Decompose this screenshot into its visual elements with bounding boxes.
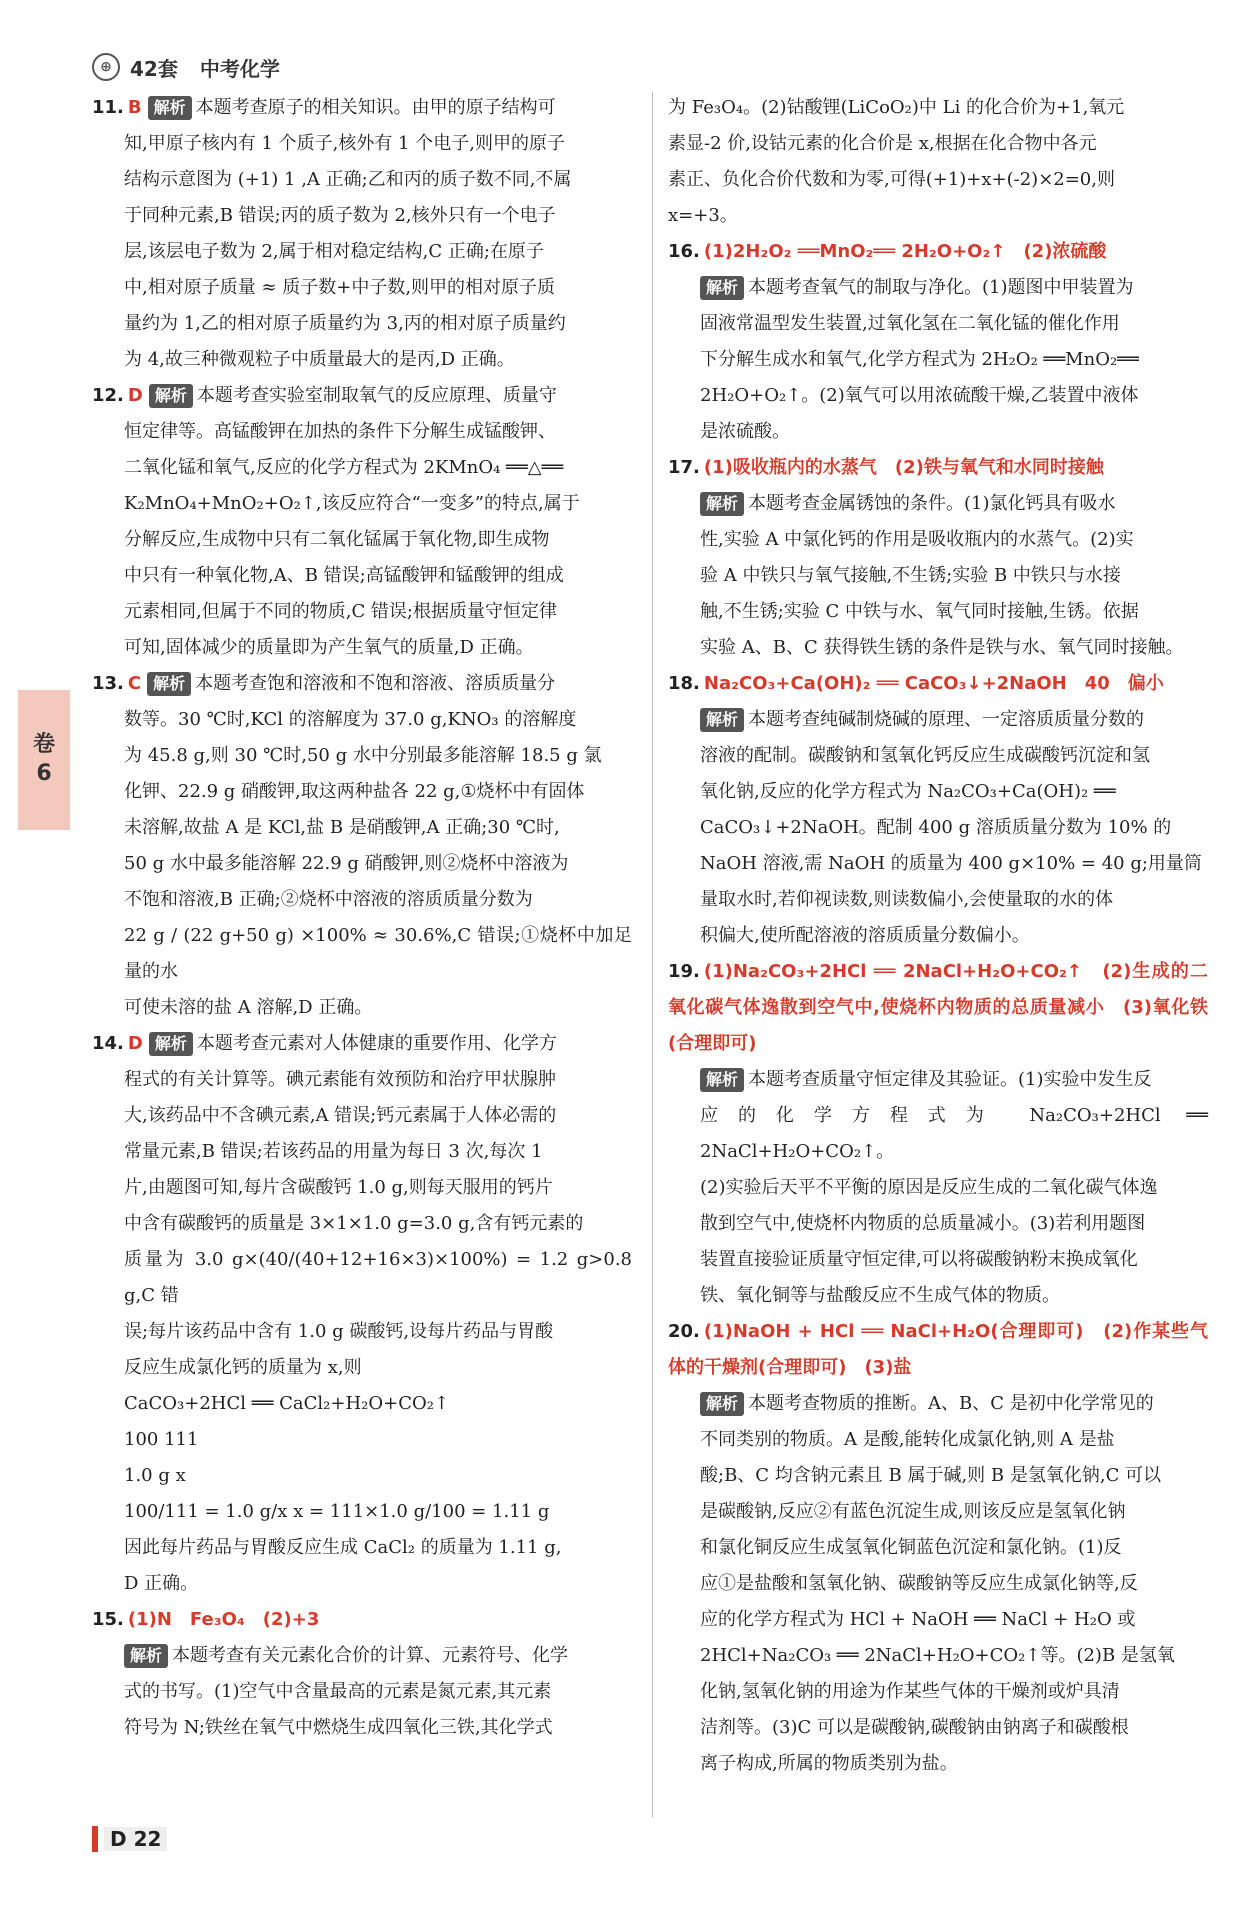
text-line	[92, 1170, 632, 1206]
text-line	[668, 198, 1208, 234]
text-line	[668, 414, 1208, 450]
line-text: 大,该药品中不含碘元素,A 错误;钙元素属于人体必需的	[124, 1105, 557, 1126]
text-line	[92, 1674, 632, 1710]
line-text: 100/111 = 1.0 g/x x = 111×1.0 g/100 = 1.11 g	[124, 1501, 550, 1522]
line-text: 本题考查元素对人体健康的重要作用、化学方	[196, 1033, 557, 1054]
question-number: 17.	[668, 457, 700, 478]
text-line	[92, 666, 632, 702]
page-header	[92, 52, 280, 82]
question-block	[92, 1026, 632, 1602]
line-text: NaOH 溶液,需 NaOH 的质量为 400 g×10% = 40 g;用量筒	[700, 853, 1202, 874]
text-line	[668, 1674, 1208, 1710]
line-text: x=+3。	[668, 205, 738, 226]
question-block	[92, 90, 632, 378]
line-text: 铁、氧化铜等与盐酸反应不生成气体的物质。	[700, 1285, 1060, 1306]
text-line	[668, 1098, 1208, 1170]
line-text: 量取水时,若仰视读数,则读数偏小,会使量取的水的体	[700, 889, 1114, 910]
text-line	[92, 702, 632, 738]
analysis-badge: 解析	[700, 1068, 744, 1092]
line-text: 本题考查有关元素化合价的计算、元素符号、化学	[172, 1645, 569, 1666]
text-line	[92, 594, 632, 630]
line-text: 结构示意图为 (+1) 1 ,A 正确;乙和丙的质子数不同,不属	[124, 169, 572, 190]
line-text: 中只有一种氧化物,A、B 错误;高锰酸钾和锰酸钾的组成	[124, 565, 564, 586]
line-text: 应的化学方程式为 HCl + NaOH ══ NaCl + H₂O 或	[700, 1609, 1136, 1630]
line-text: 应的化学方程式为 Na₂CO₃+2HCl ══ 2NaCl+H₂O+CO₂↑。	[700, 1105, 1208, 1162]
question-number: 13.	[92, 673, 124, 694]
line-text: 中含有碳酸钙的质量是 3×1×1.0 g=3.0 g,含有钙元素的	[124, 1213, 584, 1234]
line-text: 未溶解,故盐 A 是 KCl,盐 B 是硝酸钾,A 正确;30 ℃时,	[124, 817, 560, 838]
line-text: 本题考查饱和溶液和不饱和溶液、溶质质量分	[195, 673, 556, 694]
text-line	[668, 234, 1208, 306]
text-line	[668, 450, 1208, 522]
text-line	[668, 90, 1208, 126]
text-line	[668, 1422, 1208, 1458]
line-text: 触,不生锈;实验 C 中铁与水、氧气同时接触,生锈。依据	[700, 601, 1139, 622]
analysis-badge: 解析	[700, 276, 744, 300]
line-text: 50 g 水中最多能溶解 22.9 g 硝酸钾,则②烧杯中溶液为	[124, 853, 569, 874]
line-text: 常量元素,B 错误;若该药品的用量为每日 3 次,每次 1	[124, 1141, 543, 1162]
text-line	[668, 1314, 1208, 1422]
text-line	[92, 1386, 632, 1422]
line-text: 知,甲原子核内有 1 个质子,核外有 1 个电子,则甲的原子	[124, 133, 565, 154]
series-title: 42套	[130, 56, 178, 81]
footer-accent-bar	[92, 1826, 98, 1852]
text-line	[92, 1350, 632, 1386]
answer-key: (1)Na₂CO₃+2HCl ══ 2NaCl+H₂O+CO₂↑ (2)生成的二氧化碳气体逸散到空气中,使烧杯内物质的总质量减小 (3)氧化铁(合理即可)	[668, 961, 1208, 1054]
text-line	[92, 1134, 632, 1170]
text-line	[668, 522, 1208, 558]
line-text: (2)实验后天平不平衡的原因是反应生成的二氧化碳气体逸	[700, 1177, 1158, 1198]
question-block	[668, 666, 1208, 954]
line-text: 本题考查金属锈蚀的条件。(1)氯化钙具有吸水	[748, 493, 1116, 514]
text-line	[668, 1530, 1208, 1566]
text-line	[668, 846, 1208, 882]
analysis-badge: 解析	[149, 1032, 193, 1056]
analysis-badge: 解析	[700, 708, 744, 732]
text-line	[92, 1062, 632, 1098]
line-text: 是碳酸钠,反应②有蓝色沉淀生成,则该反应是氢氧化钠	[700, 1501, 1126, 1522]
line-text: 性,实验 A 中氯化钙的作用是吸收瓶内的水蒸气。(2)实	[700, 529, 1134, 550]
analysis-badge: 解析	[147, 672, 191, 696]
line-text: 是浓硫酸。	[700, 421, 790, 442]
text-line	[668, 1494, 1208, 1530]
text-line	[92, 1530, 632, 1566]
question-block	[668, 450, 1208, 666]
text-line	[92, 810, 632, 846]
analysis-badge: 解析	[149, 384, 193, 408]
text-line	[668, 630, 1208, 666]
line-text: 本题考查氧气的制取与净化。(1)题图中甲装置为	[748, 277, 1134, 298]
text-line	[92, 1206, 632, 1242]
text-line	[92, 1098, 632, 1134]
line-text: 元素相同,但属于不同的物质,C 错误;根据质量守恒定律	[124, 601, 557, 622]
text-line	[92, 522, 632, 558]
line-text: 分解反应,生成物中只有二氧化锰属于氧化物,即生成物	[124, 529, 550, 550]
text-line	[668, 1638, 1208, 1674]
line-text: 化钠,氢氧化钠的用途为作某些气体的干燥剂或炉具清	[700, 1681, 1120, 1702]
book-subject: 中考化学	[199, 56, 280, 81]
line-text: 溶液的配制。碳酸钠和氢氧化钙反应生成碳酸钙沉淀和氢	[700, 745, 1150, 766]
line-text: 符号为 N;铁丝在氧气中燃烧生成四氧化三铁,其化学式	[124, 1717, 553, 1738]
line-text: 误;每片该药品中含有 1.0 g 碳酸钙,设每片药品与胃酸	[124, 1321, 554, 1342]
analysis-badge: 解析	[700, 492, 744, 516]
text-line	[92, 234, 632, 270]
analysis-badge: 解析	[148, 96, 192, 120]
answer-key: (1)吸收瓶内的水蒸气 (2)铁与氧气和水同时接触	[703, 457, 1104, 478]
text-line	[668, 558, 1208, 594]
question-block	[668, 954, 1208, 1314]
text-line	[92, 1242, 632, 1314]
line-text: 本题考查原子的相关知识。由甲的原子结构可	[195, 97, 556, 118]
line-text: 恒定律等。高锰酸钾在加热的条件下分解生成锰酸钾、	[124, 421, 556, 442]
line-text: 2H₂O+O₂↑。(2)氧气可以用浓硫酸干燥,乙装置中液体	[700, 385, 1139, 406]
question-number: 19.	[668, 961, 700, 982]
text-line	[92, 990, 632, 1026]
text-line	[668, 162, 1208, 198]
text-line	[668, 126, 1208, 162]
line-text: 片,由题图可知,每片含碳酸钙 1.0 g,则每天服用的钙片	[124, 1177, 553, 1198]
volume-tab-number: 6	[36, 761, 52, 786]
text-line	[668, 306, 1208, 342]
line-text: 2HCl+Na₂CO₃ ══ 2NaCl+H₂O+CO₂↑等。(2)B 是氢氧	[700, 1645, 1175, 1666]
line-text: 式的书写。(1)空气中含量最高的元素是氮元素,其元素	[124, 1681, 552, 1702]
text-line	[92, 1566, 632, 1602]
text-line	[92, 90, 632, 126]
answer-key: (1)NaOH + HCl ══ NaCl+H₂O(合理即可) (2)作某些气体的干燥剂(合理即可) (3)盐	[668, 1321, 1208, 1378]
text-line	[92, 558, 632, 594]
line-text: 因此每片药品与胃酸反应生成 CaCl₂ 的质量为 1.11 g,	[124, 1537, 562, 1558]
line-text: 二氧化锰和氧气,反应的化学方程式为 2KMnO₄ ══△══	[124, 457, 564, 478]
line-text: 散到空气中,使烧杯内物质的总质量减小。(3)若利用题图	[700, 1213, 1146, 1234]
text-line	[668, 810, 1208, 846]
line-text: 装置直接验证质量守恒定律,可以将碳酸钠粉末换成氧化	[700, 1249, 1138, 1270]
line-text: 积偏大,使所配溶液的溶质质量分数偏小。	[700, 925, 1030, 946]
line-text: 可知,固体减少的质量即为产生氧气的质量,D 正确。	[124, 637, 534, 658]
line-text: 本题考查纯碱制烧碱的原理、一定溶质质量分数的	[748, 709, 1145, 730]
line-text: 化钾、22.9 g 硝酸钾,取这两种盐各 22 g,①烧杯中有固体	[124, 781, 585, 802]
answer-key: (1)2H₂O₂ ══MnO₂══ 2H₂O+O₂↑ (2)浓硫酸	[703, 241, 1107, 262]
text-line	[668, 1458, 1208, 1494]
text-line	[668, 666, 1208, 738]
line-text: 为 Fe₃O₄。(2)钴酸锂(LiCoO₂)中 Li 的化合价为+1,氧元	[668, 97, 1125, 118]
line-text: 本题考查物质的推断。A、B、C 是初中化学常见的	[748, 1393, 1154, 1414]
answer-key: Na₂CO₃+Ca(OH)₂ ══ CaCO₃↓+2NaOH 40 偏小	[703, 673, 1164, 694]
text-line	[92, 1602, 632, 1674]
line-text: K₂MnO₄+MnO₂+O₂↑,该反应符合“一变多”的特点,属于	[124, 493, 580, 514]
text-line	[92, 126, 632, 162]
text-line	[92, 1710, 632, 1746]
line-text: 下分解生成水和氧气,化学方程式为 2H₂O₂ ══MnO₂══	[700, 349, 1139, 370]
line-text: 应①是盐酸和氢氧化钠、碳酸钠等反应生成氯化钠等,反	[700, 1573, 1138, 1594]
line-text: 验 A 中铁只与氧气接触,不生锈;实验 B 中铁只与水接	[700, 565, 1121, 586]
page-number: D 22	[104, 1827, 167, 1851]
line-text: 为 45.8 g,则 30 ℃时,50 g 水中分别最多能溶解 18.5 g 氯	[124, 745, 602, 766]
line-text: 和氯化铜反应生成氢氧化铜蓝色沉淀和氯化钠。(1)反	[700, 1537, 1122, 1558]
question-block	[668, 1314, 1208, 1782]
line-text: 量约为 1,乙的相对原子质量约为 3,丙的相对原子质量约	[124, 313, 566, 334]
line-text: 实验 A、B、C 获得铁生锈的条件是铁与水、氧气同时接触。	[700, 637, 1184, 658]
question-number: 14.	[92, 1033, 124, 1054]
line-text: 离子构成,所属的物质类别为盐。	[700, 1753, 958, 1774]
text-line	[668, 342, 1208, 378]
text-line	[92, 1458, 632, 1494]
answer-key: D	[127, 1033, 143, 1054]
text-line	[92, 918, 632, 990]
text-line	[92, 378, 632, 414]
question-block	[92, 1602, 632, 1746]
line-text: 为 4,故三种微观粒子中质量最大的是丙,D 正确。	[124, 349, 515, 370]
line-text: 22 g / (22 g+50 g) ×100% ≈ 30.6%,C 错误;①烧杯中加足量的水	[124, 925, 632, 982]
line-text: CaCO₃↓+2NaOH。配制 400 g 溶质质量分数为 10% 的	[700, 817, 1172, 838]
text-line	[92, 450, 632, 486]
line-text: 洁剂等。(3)C 可以是碳酸钠,碳酸钠由钠离子和碳酸根	[700, 1717, 1129, 1738]
text-line	[668, 882, 1208, 918]
volume-tab	[18, 690, 70, 830]
line-text: 数等。30 ℃时,KCl 的溶解度为 37.0 g,KNO₃ 的溶解度	[124, 709, 577, 730]
column-divider	[652, 92, 653, 1817]
question-number: 18.	[668, 673, 700, 694]
volume-tab-label: 卷	[32, 732, 55, 758]
text-line	[668, 1710, 1208, 1746]
line-text: 素显-2 价,设钴元素的化合价是 x,根据在化合物中各元	[668, 133, 1097, 154]
text-line	[668, 774, 1208, 810]
line-text: 于同种元素,B 错误;丙的质子数为 2,核外只有一个电子	[124, 205, 556, 226]
analysis-badge: 解析	[124, 1644, 168, 1668]
question-block	[668, 90, 1208, 234]
analysis-badge: 解析	[700, 1392, 744, 1416]
text-line	[92, 486, 632, 522]
question-block	[92, 378, 632, 666]
answer-key: B	[127, 97, 142, 118]
answer-key: C	[127, 673, 142, 694]
question-number: 15.	[92, 1609, 124, 1630]
line-text: 可使未溶的盐 A 溶解,D 正确。	[124, 997, 373, 1018]
text-line	[668, 738, 1208, 774]
right-column	[668, 90, 1208, 1782]
text-line	[92, 774, 632, 810]
text-line	[92, 162, 632, 198]
text-line	[92, 738, 632, 774]
text-line	[668, 918, 1208, 954]
line-text: D 正确。	[124, 1573, 199, 1594]
text-line	[92, 306, 632, 342]
line-text: 不饱和溶液,B 正确;②烧杯中溶液的溶质质量分数为	[124, 889, 533, 910]
line-text: 酸;B、C 均含钠元素且 B 属于碱,则 B 是氢氧化钠,C 可以	[700, 1465, 1162, 1486]
text-line	[92, 882, 632, 918]
question-block	[668, 234, 1208, 450]
answer-key: (1)N Fe₃O₄ (2)+3	[127, 1609, 320, 1630]
line-text: 本题考查质量守恒定律及其验证。(1)实验中发生反	[748, 1069, 1152, 1090]
text-line	[92, 630, 632, 666]
text-line	[92, 1314, 632, 1350]
line-text: 本题考查实验室制取氧气的反应原理、质量守	[196, 385, 557, 406]
question-number: 20.	[668, 1321, 700, 1342]
question-number: 12.	[92, 385, 124, 406]
line-text: 氧化钠,反应的化学方程式为 Na₂CO₃+Ca(OH)₂ ══	[700, 781, 1116, 802]
question-block	[92, 666, 632, 1026]
text-line	[92, 1422, 632, 1458]
line-text: CaCO₃+2HCl ══ CaCl₂+H₂O+CO₂↑	[124, 1393, 450, 1414]
answer-key: D	[127, 385, 143, 406]
text-line	[92, 1494, 632, 1530]
question-number: 16.	[668, 241, 700, 262]
text-line	[92, 270, 632, 306]
line-text: 程式的有关计算等。碘元素能有效预防和治疗甲状腺肿	[124, 1069, 556, 1090]
text-line	[668, 954, 1208, 1098]
line-text: 1.0 g x	[124, 1465, 186, 1486]
text-line	[668, 378, 1208, 414]
question-number: 11.	[92, 97, 124, 118]
line-text: 100 111	[124, 1429, 199, 1450]
line-text: 中,相对原子质量 ≈ 质子数+中子数,则甲的相对原子质	[124, 277, 556, 298]
line-text: 层,该层电子数为 2,属于相对稳定结构,C 正确;在原子	[124, 241, 544, 262]
left-column	[92, 90, 632, 1746]
line-text: 不同类别的物质。A 是酸,能转化成氯化钠,则 A 是盐	[700, 1429, 1115, 1450]
text-line	[92, 1026, 632, 1062]
line-text: 质量为 3.0 g×(40/(40+12+16×3)×100%) = 1.2 g>0.8 g,C 错	[124, 1249, 632, 1306]
text-line	[668, 594, 1208, 630]
text-line	[668, 1278, 1208, 1314]
text-line	[92, 198, 632, 234]
line-text: 反应生成氯化钙的质量为 x,则	[124, 1357, 362, 1378]
series-logo-icon: ⊕	[92, 53, 120, 81]
text-line	[668, 1170, 1208, 1206]
text-line	[92, 342, 632, 378]
text-line	[668, 1566, 1208, 1602]
page-footer	[92, 1826, 167, 1852]
line-text: 固液常温型发生装置,过氧化氢在二氧化锰的催化作用	[700, 313, 1120, 334]
text-line	[668, 1602, 1208, 1638]
line-text: 素正、负化合价代数和为零,可得(+1)+x+(-2)×2=0,则	[668, 169, 1115, 190]
text-line	[668, 1206, 1208, 1242]
text-line	[92, 414, 632, 450]
text-line	[668, 1242, 1208, 1278]
text-line	[668, 1746, 1208, 1782]
text-line	[92, 846, 632, 882]
